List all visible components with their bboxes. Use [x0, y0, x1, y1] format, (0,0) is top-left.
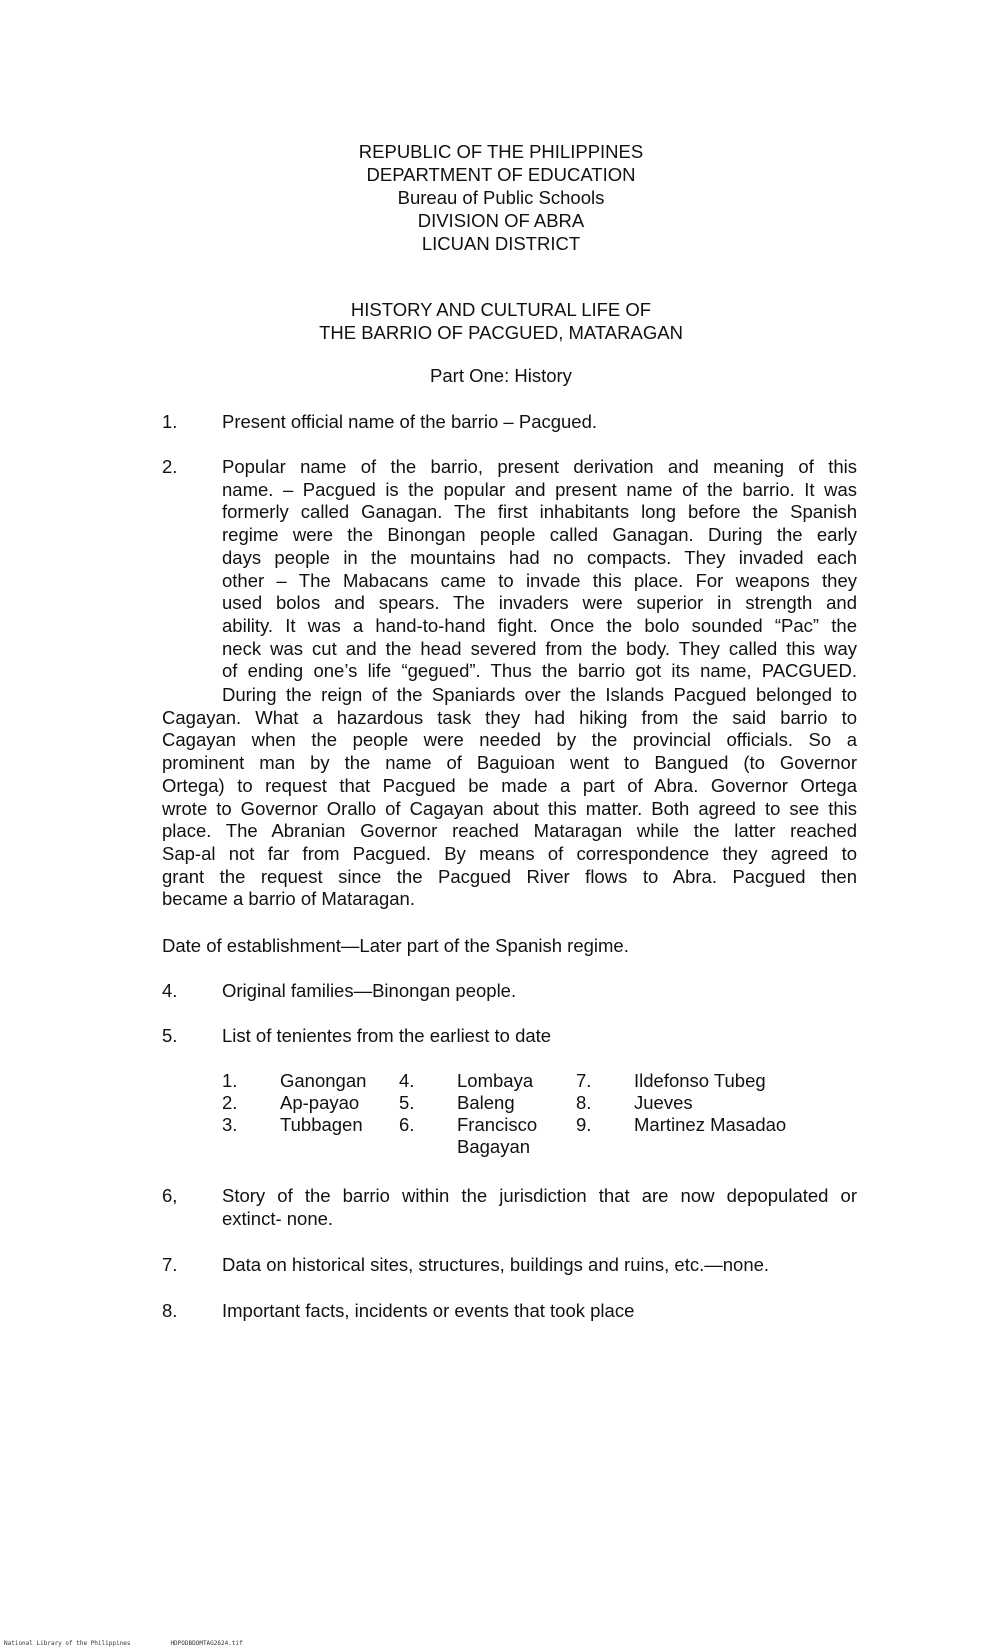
date-of-establishment: Date of establishment—Later part of the Spanish regime.	[162, 935, 629, 956]
item-5-text: List of tenientes from the earliest to date	[222, 1025, 552, 1046]
item-6-number: 6,	[162, 1185, 178, 1206]
teniente-name: Ildefonso Tubeg	[634, 1070, 766, 1091]
header-republic: REPUBLIC OF THE PHILIPPINES	[358, 141, 644, 162]
header-district: LICUAN DISTRICT	[421, 233, 581, 254]
part-heading: Part One: History	[430, 365, 572, 386]
document-title	[0, 298, 1002, 344]
teniente-name: Baleng	[457, 1092, 515, 1113]
item-2-line: other – The Mabacans came to invade this place. For weapons they	[222, 569, 857, 591]
title-line-1: HISTORY AND CULTURAL LIFE OF	[350, 299, 652, 320]
teniente-number: 9.	[576, 1114, 592, 1135]
item-2-text	[222, 456, 857, 683]
item-5-number: 5.	[162, 1025, 178, 1046]
paragraph-line: prominent man by the name of Baguioan went to Bangued (to Governor	[162, 752, 857, 774]
paragraph-line: Ortega) to request that Pacgued be made a part of Abra. Governor Ortega	[162, 774, 857, 796]
document-header	[0, 140, 1002, 255]
footer-file-id: HDPODBDOMTAG2624.tif	[170, 1640, 243, 1647]
item-1-text: Present official name of the barrio – Pacgued.	[222, 411, 598, 432]
item-2-line: days people in the mountains had no compacts. They invaded each	[222, 546, 857, 568]
item-2-line: formerly called Ganagan. The first inhabitants long before the Spanish	[222, 501, 857, 523]
item-2-line: of ending one’s life “gegued”. Thus the barrio got its name, PACGUED.	[222, 660, 857, 682]
paragraph-line: place. The Abranian Governor reached Mataragan while the latter reached	[162, 820, 857, 842]
history-paragraph	[162, 684, 857, 911]
teniente-name: Ganongan	[280, 1070, 367, 1091]
item-2-number: 2.	[162, 456, 178, 477]
teniente-number: 5.	[399, 1092, 415, 1113]
item-7-number: 7.	[162, 1254, 178, 1275]
teniente-number: 6.	[399, 1114, 415, 1135]
teniente-name: Francisco	[457, 1114, 538, 1135]
header-department: DEPARTMENT OF EDUCATION	[366, 164, 636, 185]
teniente-name: Lombaya	[457, 1070, 534, 1091]
item-6-line: Story of the barrio within the jurisdiction that are now depopulated or	[222, 1185, 857, 1206]
teniente-name: Ap-payao	[280, 1092, 360, 1113]
item-2-line: Popular name of the barrio, present derivation and meaning of this	[222, 456, 857, 477]
item-2-line: used bolos and spears. The invaders were superior in strength and	[222, 592, 857, 614]
item-8-text: Important facts, incidents or events that took place	[222, 1300, 635, 1321]
item-4-number: 4.	[162, 980, 178, 1001]
teniente-number: 2.	[222, 1092, 238, 1113]
teniente-name: Martinez Masadao	[634, 1114, 787, 1135]
item-7-text: Data on historical sites, structures, buildings and ruins, etc.—none.	[222, 1254, 770, 1275]
footer-library: National Library of the Philippines	[4, 1640, 131, 1647]
header-division: DIVISION OF ABRA	[417, 210, 585, 231]
item-4-text: Original families—Binongan people.	[222, 980, 517, 1001]
teniente-name: Jueves	[634, 1092, 693, 1113]
item-2-line: ability. It was a hand-to-hand fight. Once the bolo sounded “Pac” the	[222, 614, 857, 636]
teniente-number: 4.	[399, 1070, 415, 1091]
paragraph-line: During the reign of the Spaniards over the Islands Pacgued belonged to	[222, 684, 857, 705]
item-2-line: regime were the Binongan people called Ganagan. During the early	[222, 524, 857, 546]
title-line-2: THE BARRIO OF PACGUED, MATARAGAN	[319, 322, 683, 343]
paragraph-line: Cagayan when the people were needed by the provincial officials. So a	[162, 729, 857, 751]
teniente-number: 1.	[222, 1070, 238, 1091]
item-6-line: extinct- none.	[222, 1207, 334, 1229]
item-8-number: 8.	[162, 1300, 178, 1321]
teniente-number: 8.	[576, 1092, 592, 1113]
paragraph-line: became a barrio of Mataragan.	[162, 888, 415, 910]
item-2-line: name. – Pacgued is the popular and present name of the barrio. It was	[222, 478, 857, 500]
item-1-number: 1.	[162, 411, 178, 432]
teniente-name: Tubbagen	[280, 1114, 363, 1135]
paragraph-line: Cagayan. What a hazardous task they had hiking from the said barrio to	[162, 706, 857, 728]
scan-footer	[4, 1640, 283, 1647]
header-bureau: Bureau of Public Schools	[397, 187, 605, 208]
teniente-number: 7.	[576, 1070, 592, 1091]
teniente-number: 3.	[222, 1114, 238, 1135]
paragraph-line: Sap-al not far from Pacgued. By means of correspondence they agreed to	[162, 842, 857, 864]
paragraph-line: grant the request since the Pacgued River flows to Abra. Pacgued then	[162, 865, 857, 887]
item-6-text	[222, 1185, 857, 1230]
paragraph-line: wrote to Governor Orallo of Cagayan about this matter. Both agreed to see this	[162, 797, 857, 819]
item-2-line: neck was cut and the head severed from the body. They called this way	[222, 637, 857, 659]
teniente-name-continued: Bagayan	[457, 1136, 531, 1157]
